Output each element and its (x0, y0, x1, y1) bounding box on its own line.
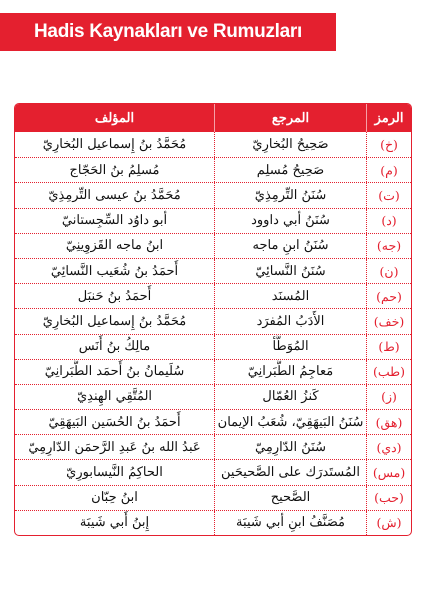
author-cell: أَحمَدُ بنُ حَنبَل (15, 284, 215, 308)
code-cell: (د) (381, 213, 397, 229)
title-banner (0, 13, 336, 51)
code-cell: (هق) (375, 414, 403, 430)
page-title: Hadis Kaynakları ve Rumuzları (34, 21, 302, 42)
table-row (15, 132, 411, 157)
table-header (15, 104, 411, 132)
table-row (15, 308, 411, 333)
code-cell: (جه) (376, 238, 402, 254)
code-cell: (ز) (381, 389, 397, 405)
table-row (15, 409, 411, 434)
reference-cell: مَعاجِمُ الطَّبَرانِيّ (215, 360, 367, 384)
author-cell: إِبنُ أَبي شَيبَة (15, 511, 215, 535)
table-row (15, 208, 411, 233)
author-cell: المُتَّقِي الهِندِيّ (15, 385, 215, 409)
code-cell: (خف) (373, 313, 405, 329)
author-cell: مُسلِمُ بنُ الحَجّاج (15, 158, 215, 182)
code-cell: (مس) (372, 465, 406, 481)
table-row (15, 510, 411, 535)
author-cell: أَحمَدُ بنُ شُعَيب النَّسائِيّ (15, 259, 215, 283)
author-cell: مالِكُ بنُ أَنَس (15, 335, 215, 359)
author-cell: مُحَمَّدُ بنُ إِسماعيل البُخارِيّ (15, 132, 215, 157)
code-cell: (م) (380, 162, 398, 178)
code-cell: (خ) (380, 137, 398, 153)
reference-cell: مُصَنَّفُ ابنِ أبي شَيبَة (215, 511, 367, 535)
author-cell: مُحَمَّدُ بنُ إِسماعيل البُخارِيّ (15, 309, 215, 333)
table-row (15, 258, 411, 283)
author-cell: ابنُ حِبّان (15, 486, 215, 510)
table-row (15, 334, 411, 359)
table-row (15, 182, 411, 207)
reference-cell: سُنَنُ الدّارِمِيّ (215, 435, 367, 459)
reference-cell: المُوَطَّأ (215, 335, 367, 359)
reference-cell: صَحِيحُ مُسلِم (215, 158, 367, 182)
code-cell: (طب) (373, 364, 405, 380)
code-cell: (ن) (379, 263, 399, 279)
code-cell: (حم) (376, 288, 402, 304)
reference-cell: الأَدَبُ المُفرَد (215, 309, 367, 333)
table-row (15, 434, 411, 459)
reference-cell: صَحِيحُ البُخارِيّ (215, 132, 367, 157)
author-cell: أَحمَدُ بنُ الحُسَين البَيهَقِيّ (15, 410, 215, 434)
reference-cell: سُنَنُ النَّسائِيّ (215, 259, 367, 283)
author-cell: الحاكِمُ النَّيسابورِيّ (15, 460, 215, 484)
table-body (15, 132, 411, 535)
author-cell: عَبدُ الله بنُ عَبدِ الرَّحمَن الدّارِمِيّ (15, 435, 215, 459)
column-header-reference: المرجع (215, 104, 367, 132)
reference-cell: المُستَدرَك على الصَّحيحَين (215, 460, 367, 484)
table-row (15, 157, 411, 182)
author-cell: ابنُ ماجه القَزوِينِيّ (15, 234, 215, 258)
code-cell: (ت) (378, 187, 400, 203)
table-row (15, 283, 411, 308)
code-cell: (دي) (376, 439, 402, 455)
table-row (15, 359, 411, 384)
hadith-sources-table (14, 103, 412, 536)
column-header-code: الرمز (374, 110, 404, 126)
reference-cell: سُنَنُ البَيهَقِيّ، شُعَبُ الإيمان (215, 410, 367, 434)
author-cell: مُحَمَّدُ بنُ عيسى التِّرمِذِيّ (15, 183, 215, 207)
author-cell: سُلَيمانُ بنُ أَحمَد الطَّبَرانِيّ (15, 360, 215, 384)
reference-cell: كَنزُ العُمّال (215, 385, 367, 409)
table-row (15, 485, 411, 510)
code-cell: (ط) (378, 339, 400, 355)
table-row (15, 384, 411, 409)
reference-cell: المُسنَد (215, 284, 367, 308)
code-cell: (حب) (374, 490, 404, 506)
reference-cell: الصَّحيح (215, 486, 367, 510)
author-cell: أبو داوُد السِّجِستانيّ (15, 209, 215, 233)
reference-cell: سُنَنُ أبي داوود (215, 209, 367, 233)
column-header-author: المؤلف (15, 104, 215, 132)
reference-cell: سُنَنُ ابنِ ماجه (215, 234, 367, 258)
table-row (15, 233, 411, 258)
code-cell: (ش) (376, 515, 402, 531)
table-row (15, 459, 411, 484)
reference-cell: سُنَنُ التِّرمِذِيّ (215, 183, 367, 207)
